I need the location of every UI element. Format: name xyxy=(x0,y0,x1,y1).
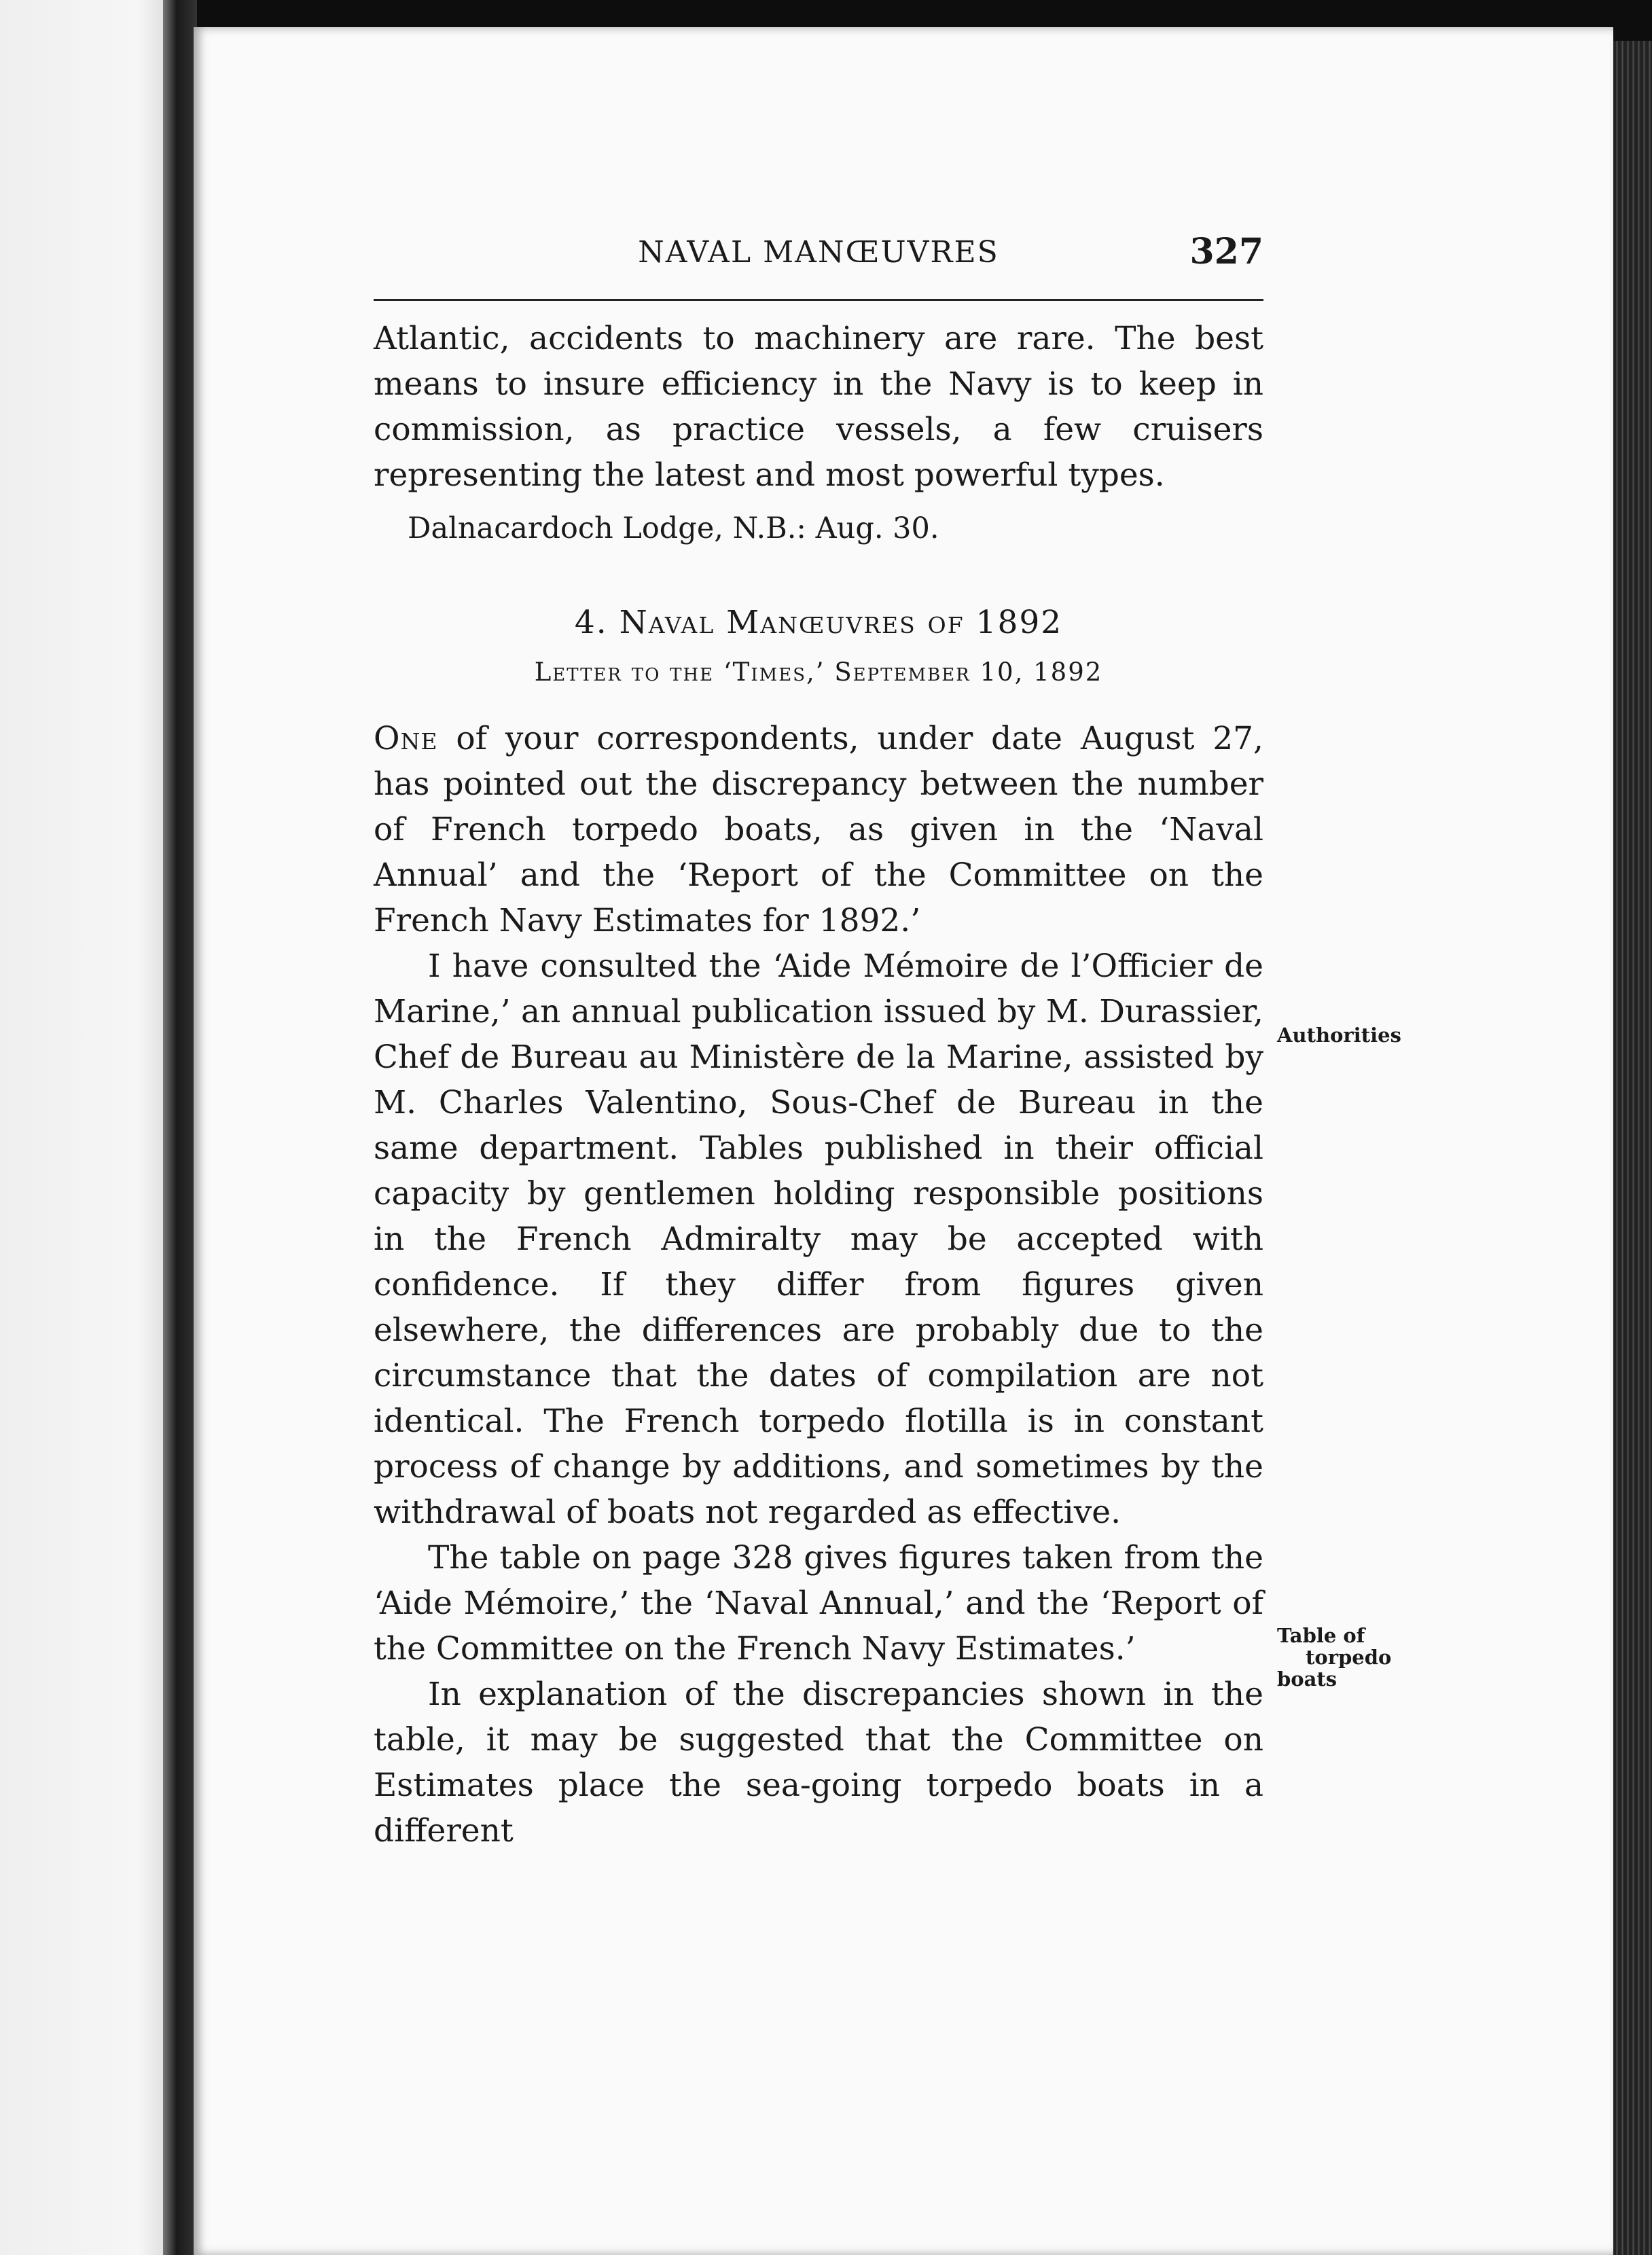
header-rule xyxy=(374,299,1263,301)
paragraph-opening-text: of your correspondents, under date August 27, has pointed out the discrepancy between the number of French torpedo boats, as given in the ‘Naval Annual’ and the ‘Report of the Committee on the French Navy Estimates for 1892.’ xyxy=(374,720,1263,939)
section-subtitle: Letter to the ‘Times,’ September 10, 1892 xyxy=(534,657,1103,687)
running-title: NAVAL MANŒUVRES xyxy=(638,235,999,270)
paragraph-explanation: In explanation of the discrepancies shown in the table, it may be suggested that the Committee on Estimates place the sea-going torpedo boats in a different xyxy=(374,1676,1263,1850)
sidenote-line: torpedo xyxy=(1306,1646,1392,1669)
section-title: 4. Naval Manœuvres of 1892 xyxy=(574,604,1063,641)
page-block-edge xyxy=(1613,41,1652,2255)
paragraph-authorities: I have consulted the ‘Aide Mémoire de l’Officier de Marine,’ an annual publication issued by M. Durassier, Chef de Bureau au Ministère de la Marine, assisted by M. Charles Valentino, Sous-Chef de Bureau in the same department. Tables published in their official capacity by gentlemen holding responsible positions in the French Admiralty may be accepted with confidence. If they differ from figures given elsewhere, the differences are probably due to the circumstance that the dates of compilation are not identical. The French torpedo flotilla is in constant process of change by additions, and sometimes by the withdrawal of boats not regarded as effective. xyxy=(374,948,1263,1531)
sidenote-table-of-torpedo-boats xyxy=(1277,1625,1420,1690)
letter-signoff: Dalnacardoch Lodge, N.B.: Aug. 30. xyxy=(408,511,939,545)
sidenote-authorities-text: Authorities xyxy=(1277,1024,1401,1047)
paragraph-table: The table on page 328 gives figures taken from the ‘Aide Mémoire,’ the ‘Naval Annual,’ and the ‘Report of the Committee on the French Navy Estimates.’ xyxy=(374,1539,1263,1667)
sidenote-authorities xyxy=(1277,1024,1420,1046)
sidenote-line: boats xyxy=(1277,1667,1337,1691)
paragraph-opening xyxy=(374,716,1263,943)
lead-word: One xyxy=(374,720,438,757)
previous-page-edge xyxy=(0,0,173,2255)
book-gutter xyxy=(163,0,197,2255)
paragraph-continuation: Atlantic, accidents to machinery are rare. The best means to insure efficiency in the Navy is to keep in commission, as practice vessels, a few cruisers representing the latest and most powerful types. xyxy=(374,320,1263,494)
running-head xyxy=(374,231,1263,285)
page-body xyxy=(374,316,1263,1854)
sidenote-line: Table of xyxy=(1277,1624,1365,1647)
page-number: 327 xyxy=(1189,231,1263,272)
